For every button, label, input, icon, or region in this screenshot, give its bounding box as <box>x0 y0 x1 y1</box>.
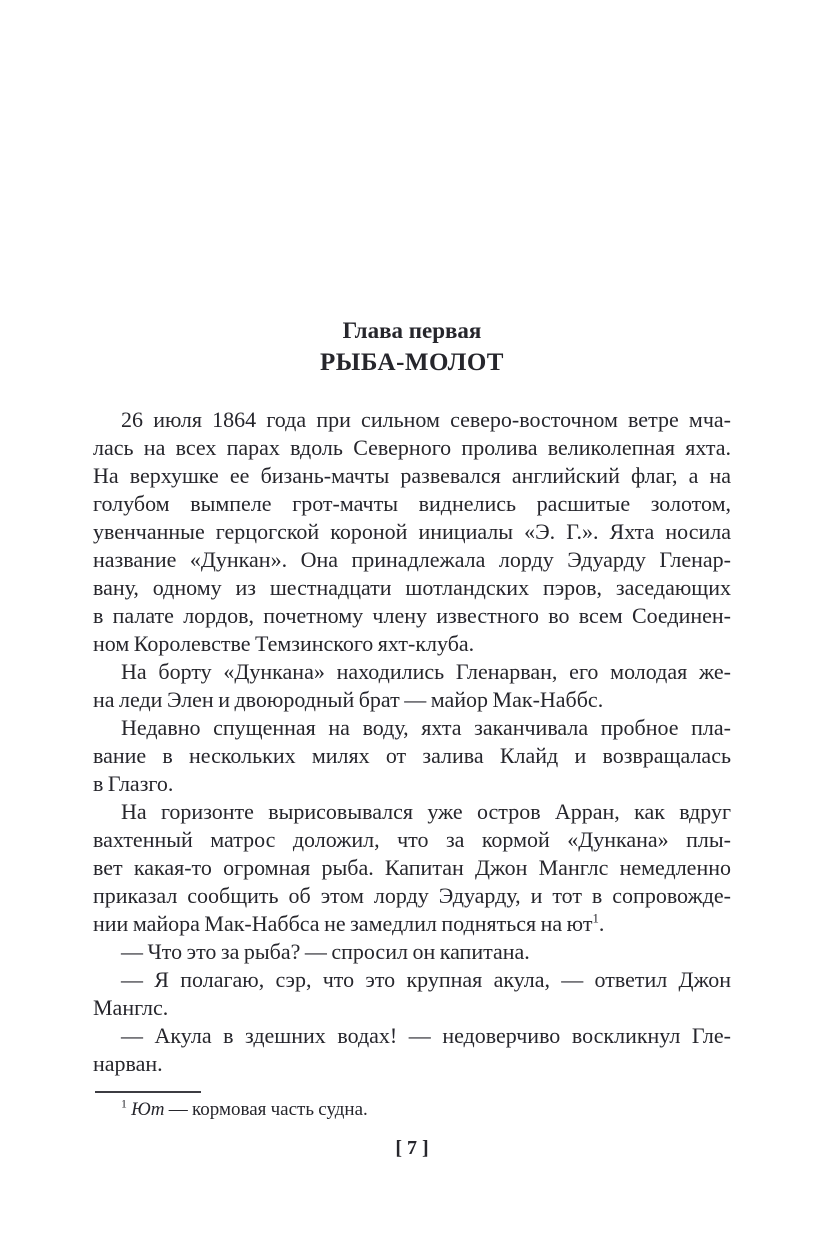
text-line: 26 июля 1864 года при сильном северо-восточном ветре мча- <box>121 407 731 432</box>
text-line: На горизонте вырисовывался уже остров Арран, как вдруг <box>121 799 731 824</box>
chapter-label: Глава первая <box>342 318 482 343</box>
paragraph <box>93 406 731 658</box>
body-text <box>93 406 731 1078</box>
footnote-ref-superscript: 1 <box>592 911 599 926</box>
text-line: — Я полагаю, сэр, что это крупная акула, — ответил Джон <box>121 967 731 992</box>
paragraph-dialogue <box>93 938 731 966</box>
text-line: в палате лордов, почетному члену известного во всем Соединен- <box>93 603 731 628</box>
text-line: лась на всех парах вдоль Северного пролива великолепная яхта. <box>93 435 731 460</box>
text-line: вание в нескольких милях от залива Клайд и возвращалась <box>93 743 731 768</box>
text-line: в Глазго. <box>93 771 174 796</box>
text-line: — Акула в здешних водах! — недоверчиво воскликнул Гле- <box>121 1023 731 1048</box>
paragraph-dialogue <box>93 966 731 1022</box>
footnote-line <box>93 1099 368 1120</box>
paragraph-dialogue <box>93 1022 731 1078</box>
chapter-heading <box>93 316 731 379</box>
footnote-definition: — кормовая часть судна. <box>164 1099 368 1120</box>
footnote-marker: 1 <box>121 1097 127 1111</box>
text-line-part: . <box>598 911 605 936</box>
chapter-title: РЫБА-МОЛОТ <box>320 349 504 376</box>
text-line: приказал сообщить об этом лорду Эдуарду, и тот в сопровожде- <box>93 883 731 908</box>
text-line: вану, одному из шестнадцати шотландских пэров, заседающих <box>93 575 731 600</box>
text-line-part: нии майора Мак-Наббса не замедлил подняться на ют <box>93 911 593 936</box>
paragraph <box>93 658 731 714</box>
footnote-divider <box>95 1091 201 1093</box>
text-line: На верхушке ее бизань-мачты развевался английский флаг, а на <box>93 463 731 488</box>
text-line: увенчанные герцогской короной инициалы «Э. Г.». Яхта носила <box>93 519 731 544</box>
text-line: Манглс. <box>93 995 169 1020</box>
page-number: [ 7 ] <box>395 1137 429 1159</box>
footnote <box>93 1097 731 1122</box>
footnote-term: Ют <box>131 1099 165 1120</box>
text-line: — Что это за рыба? — спросил он капитана. <box>121 939 530 964</box>
text-line: Недавно спущенная на воду, яхта заканчивала пробное пла- <box>121 715 731 740</box>
paragraph <box>93 714 731 798</box>
text-line: на леди Элен и двоюродный брат — майор Мак-Наббс. <box>93 687 604 712</box>
paragraph <box>93 798 731 938</box>
text-line: вахтенный матрос доложил, что за кормой «Дункана» плы- <box>93 827 731 852</box>
text-line <box>93 910 731 938</box>
text-line: ном Королевстве Темзинского яхт-клуба. <box>93 631 475 656</box>
text-line: На борту «Дункана» находились Гленарван, его молодая же- <box>121 659 731 684</box>
text-line: вет какая-то огромная рыба. Капитан Джон Манглс немедленно <box>93 855 731 880</box>
text-line: нарван. <box>93 1051 163 1076</box>
text-line: название «Дункан». Она принадлежала лорду Эдуарду Гленар- <box>93 547 731 572</box>
text-line: голубом вымпеле грот-мачты виднелись расшитые золотом, <box>93 491 731 516</box>
